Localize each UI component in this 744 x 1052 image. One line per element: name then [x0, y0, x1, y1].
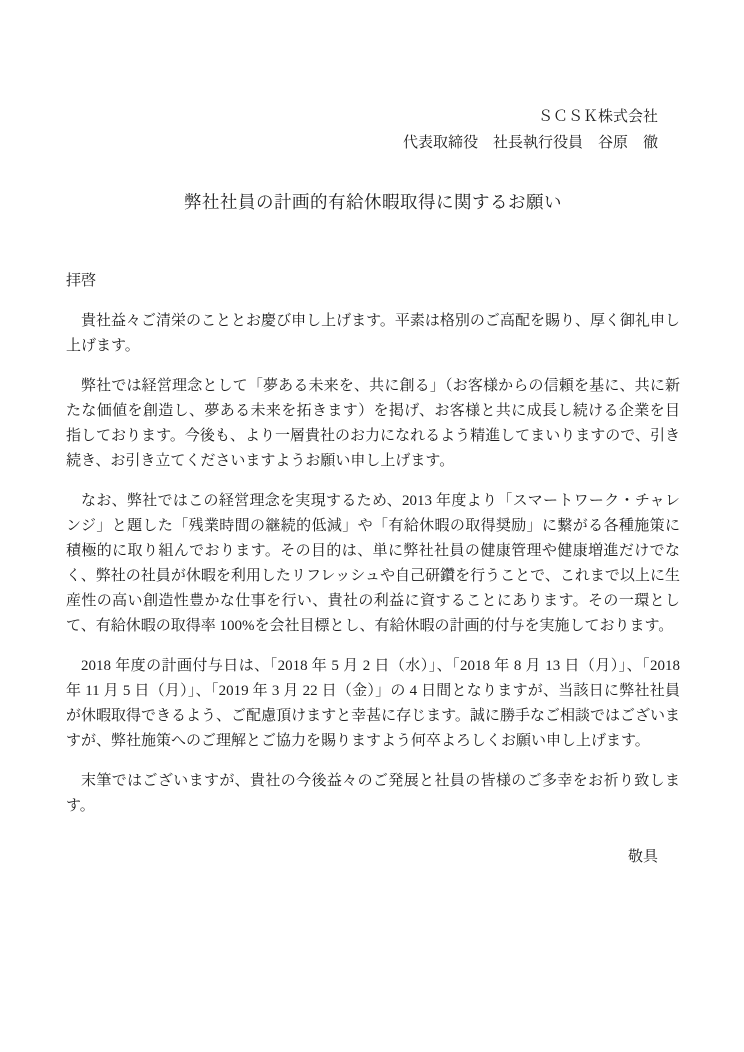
paragraph-well-wishes: 末筆ではございますが、貴社の今後益々のご発展と社員の皆様のご多幸をお祈り致します。 — [66, 773, 680, 814]
salutation: 拝啓 — [66, 273, 97, 289]
paragraph-smartwork-initiative: なお、弊社ではこの経営理念を実現するため、2013 年度より「スマートワーク・チャレンジ」と題した「残業時間の継続的低減」や「有給休暇の取得奨励」に繋がる各種施策に積極的に取り組んでおります。その目的は、単に弊社社員の健康管理や健康増進だけでなく、弊社の社員が休暇を利用したリフレッシュや自己研鑽を行うことで、これまで以上に生産性の高い創造性豊かな仕事を行い、貴社の利益に資することにあります。その一環として、有給休暇の取得率 100%を会社目標とし、有給休暇の計画的付与を実施しております。 — [66, 493, 680, 634]
sender-representative: 代表取締役 社長執行役員 谷原 徹 — [402, 135, 658, 151]
paragraph-greeting: 貴社益々ご清栄のこととお慶び申し上げます。平素は格別のご高配を賜り、厚く御礼申し上げます。 — [66, 313, 680, 354]
sender-block — [66, 104, 680, 156]
sender-company: ＳＣＳＫ株式会社 — [537, 109, 658, 125]
paragraph-planned-leave-dates: 2018 年度の計画付与日は、「2018 年 5 月 2 日（水）」、「2018 年 8 月 13 日（月）」、「2018 年 11 月 5 日（月）」、「2019 年 3 月 22 日（金）」の 4 日間となりますが、当該日に弊社社員が休暇取得できるよう、ご配慮頂けますと幸甚に存じます。誠に勝手なご相談ではございますが、弊社施策へのご理解とご協力を賜りますよう何卒よろしくお願い申し上げます。 — [66, 658, 680, 749]
closing-word: 敬具 — [627, 849, 658, 865]
letter-title: 弊社社員の計画的有給休暇取得に関するお願い — [184, 192, 562, 212]
paragraph-philosophy: 弊社では経営理念として「夢ある未来を、共に創る」（お客様からの信頼を基に、共に新たな価値を創造し、夢ある未来を拓きます）を掲げ、お客様と共に成長し続ける企業を目指しております。今後も、より一層貴社のお力になれるよう精進してまいりますので、引き続き、お引き立てくださいますようお願い申し上げます。 — [66, 378, 680, 469]
